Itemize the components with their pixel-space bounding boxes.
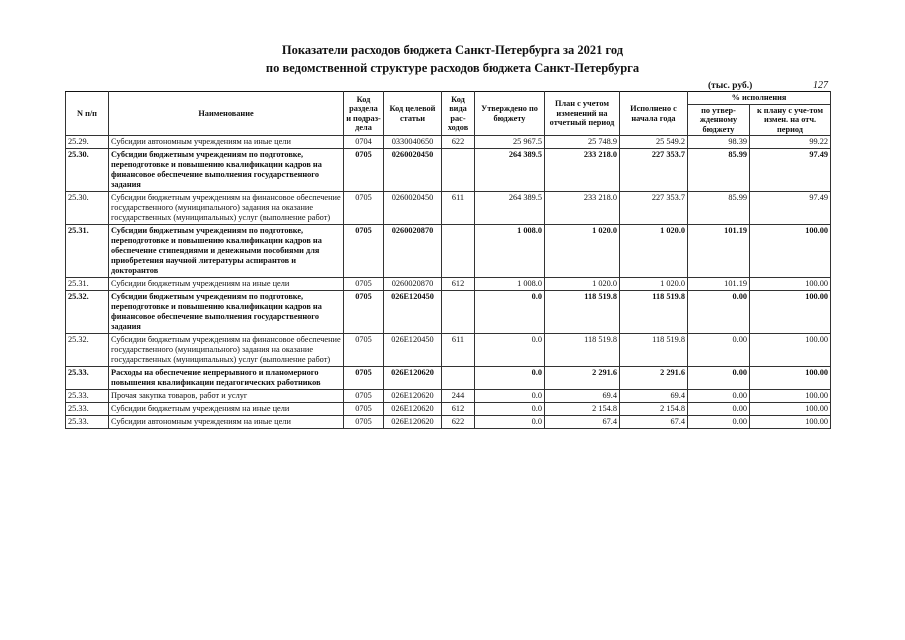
cell-statya: 0260020450 xyxy=(384,149,442,192)
cell-razdel: 0704 xyxy=(344,136,384,149)
cell-name: Субсидии бюджетным учреждениям по подготовке, переподготовке и повышению квалификации кадров на финансовое обеспечение выполнения государственного задания xyxy=(109,149,344,192)
cell-np: 25.31. xyxy=(66,278,109,291)
cell-isp: 1 020.0 xyxy=(620,278,688,291)
cell-pct-utv: 0.00 xyxy=(688,334,750,367)
cell-plan: 233 218.0 xyxy=(545,192,620,225)
cell-vid: 612 xyxy=(442,403,475,416)
cell-razdel: 0705 xyxy=(344,291,384,334)
cell-pct-plan: 100.00 xyxy=(750,291,831,334)
cell-plan: 1 020.0 xyxy=(545,225,620,278)
col-header-pct-utv: по утвер-жденному бюджету xyxy=(688,104,750,136)
cell-vid xyxy=(442,225,475,278)
cell-vid xyxy=(442,367,475,390)
cell-utv: 0.0 xyxy=(475,291,545,334)
col-header-np: N п/п xyxy=(66,92,109,136)
table-row xyxy=(66,390,831,403)
cell-utv: 1 008.0 xyxy=(475,278,545,291)
cell-np: 25.30. xyxy=(66,192,109,225)
cell-vid xyxy=(442,149,475,192)
cell-isp: 25 549.2 xyxy=(620,136,688,149)
cell-utv: 0.0 xyxy=(475,367,545,390)
cell-name: Субсидии бюджетным учреждениям на финансовое обеспечение государственного (муниципального) задания на оказание государственных (муниципальных) услуг (выполнение работ) xyxy=(109,192,344,225)
cell-plan: 25 748.9 xyxy=(545,136,620,149)
cell-statya: 026E120620 xyxy=(384,367,442,390)
cell-pct-utv: 0.00 xyxy=(688,291,750,334)
document-subtitle: по ведомственной структуре расходов бюджета Санкт-Петербурга xyxy=(265,61,640,75)
cell-razdel: 0705 xyxy=(344,192,384,225)
cell-isp: 118 519.8 xyxy=(620,334,688,367)
table-row xyxy=(66,334,831,367)
table-row xyxy=(66,136,831,149)
cell-plan: 118 519.8 xyxy=(545,291,620,334)
cell-statya: 026E120450 xyxy=(384,334,442,367)
cell-plan: 67.4 xyxy=(545,416,620,429)
table-row xyxy=(66,192,831,225)
cell-statya: 0260020450 xyxy=(384,192,442,225)
cell-isp: 67.4 xyxy=(620,416,688,429)
cell-pct-plan: 100.00 xyxy=(750,278,831,291)
cell-name: Субсидии бюджетным учреждениям на финансовое обеспечение государственного (муниципального) задания на оказание государственных (муниципальных) услуг (выполнение работ) xyxy=(109,334,344,367)
table-row xyxy=(66,403,831,416)
cell-statya: 0260020870 xyxy=(384,225,442,278)
cell-vid: 622 xyxy=(442,136,475,149)
cell-plan: 1 020.0 xyxy=(545,278,620,291)
table-row xyxy=(66,416,831,429)
cell-utv: 0.0 xyxy=(475,334,545,367)
cell-razdel: 0705 xyxy=(344,225,384,278)
cell-pct-plan: 100.00 xyxy=(750,334,831,367)
cell-isp: 227 353.7 xyxy=(620,149,688,192)
cell-pct-utv: 0.00 xyxy=(688,367,750,390)
cell-razdel: 0705 xyxy=(344,334,384,367)
cell-plan: 2 154.8 xyxy=(545,403,620,416)
col-header-plan: План с учетом изменений на отчетный период xyxy=(545,92,620,136)
cell-utv: 264 389.5 xyxy=(475,149,545,192)
cell-pct-plan: 100.00 xyxy=(750,390,831,403)
cell-razdel: 0705 xyxy=(344,403,384,416)
col-header-pct-plan: к плану с уче-том измен. на отч. период xyxy=(750,104,831,136)
cell-name: Расходы на обеспечение непрерывного и планомерного повышения квалификации педагогических работников xyxy=(109,367,344,390)
cell-np: 25.33. xyxy=(66,390,109,403)
col-header-name: Наименование xyxy=(109,92,344,136)
col-header-pct-group: % исполнения xyxy=(688,92,831,105)
cell-isp: 118 519.8 xyxy=(620,291,688,334)
cell-vid: 612 xyxy=(442,278,475,291)
cell-pct-utv: 98.39 xyxy=(688,136,750,149)
cell-vid: 244 xyxy=(442,390,475,403)
cell-vid xyxy=(442,291,475,334)
cell-np: 25.32. xyxy=(66,334,109,367)
cell-razdel: 0705 xyxy=(344,390,384,403)
cell-utv: 1 008.0 xyxy=(475,225,545,278)
cell-razdel: 0705 xyxy=(344,416,384,429)
cell-np: 25.33. xyxy=(66,416,109,429)
cell-name: Субсидии бюджетным учреждениям на иные цели xyxy=(109,278,344,291)
cell-statya: 0330040650 xyxy=(384,136,442,149)
cell-statya: 026E120450 xyxy=(384,291,442,334)
cell-utv: 264 389.5 xyxy=(475,192,545,225)
cell-np: 25.33. xyxy=(66,403,109,416)
cell-vid: 611 xyxy=(442,192,475,225)
cell-pct-plan: 100.00 xyxy=(750,416,831,429)
cell-np: 25.30. xyxy=(66,149,109,192)
cell-pct-utv: 101.19 xyxy=(688,225,750,278)
cell-pct-plan: 99.22 xyxy=(750,136,831,149)
table-row xyxy=(66,367,831,390)
cell-vid: 622 xyxy=(442,416,475,429)
cell-name: Субсидии автономным учреждениям на иные цели xyxy=(109,416,344,429)
cell-pct-utv: 0.00 xyxy=(688,403,750,416)
cell-isp: 2 291.6 xyxy=(620,367,688,390)
cell-isp: 227 353.7 xyxy=(620,192,688,225)
cell-name: Субсидии бюджетным учреждениям по подготовке, переподготовке и повышению квалификации кадров на финансовое обеспечение выполнения государственного задания xyxy=(109,291,344,334)
cell-pct-utv: 0.00 xyxy=(688,416,750,429)
table-row xyxy=(66,149,831,192)
cell-np: 25.32. xyxy=(66,291,109,334)
cell-razdel: 0705 xyxy=(344,367,384,390)
cell-plan: 69.4 xyxy=(545,390,620,403)
cell-pct-utv: 85.99 xyxy=(688,192,750,225)
table-row xyxy=(66,278,831,291)
col-header-utv: Утверждено по бюджету xyxy=(475,92,545,136)
table-row xyxy=(66,225,831,278)
document-title: Показатели расходов бюджета Санкт-Петербурга за 2021 год xyxy=(281,43,624,57)
cell-np: 25.29. xyxy=(66,136,109,149)
cell-razdel: 0705 xyxy=(344,278,384,291)
cell-pct-plan: 100.00 xyxy=(750,403,831,416)
cell-pct-plan: 97.49 xyxy=(750,149,831,192)
cell-plan: 2 291.6 xyxy=(545,367,620,390)
cell-statya: 026E120620 xyxy=(384,390,442,403)
col-header-statya: Код целевой статьи xyxy=(384,92,442,136)
cell-pct-utv: 0.00 xyxy=(688,390,750,403)
cell-utv: 0.0 xyxy=(475,403,545,416)
cell-name: Субсидии бюджетным учреждениям на иные цели xyxy=(109,403,344,416)
table-row xyxy=(66,291,831,334)
cell-isp: 2 154.8 xyxy=(620,403,688,416)
cell-isp: 69.4 xyxy=(620,390,688,403)
table-body xyxy=(66,136,831,429)
page-number: 127 xyxy=(813,80,828,91)
expenditure-table xyxy=(65,91,831,429)
cell-razdel: 0705 xyxy=(344,149,384,192)
cell-pct-plan: 100.00 xyxy=(750,225,831,278)
cell-pct-utv: 85.99 xyxy=(688,149,750,192)
col-header-razdel: Код раздела и подраз-дела xyxy=(344,92,384,136)
cell-np: 25.33. xyxy=(66,367,109,390)
cell-name: Субсидии бюджетным учреждениям по подготовке, переподготовке и повышению квалификации кадров на обеспечение стипендиями и денежными пособиями для приобретения научной литературы аспирантов и докторантов xyxy=(109,225,344,278)
cell-np: 25.31. xyxy=(66,225,109,278)
cell-name: Прочая закупка товаров, работ и услуг xyxy=(109,390,344,403)
cell-statya: 026E120620 xyxy=(384,416,442,429)
cell-pct-plan: 100.00 xyxy=(750,367,831,390)
cell-vid: 611 xyxy=(442,334,475,367)
cell-utv: 0.0 xyxy=(475,390,545,403)
col-header-isp: Исполнено с начала года xyxy=(620,92,688,136)
cell-name: Субсидии автономным учреждениям на иные цели xyxy=(109,136,344,149)
cell-plan: 118 519.8 xyxy=(545,334,620,367)
table-header xyxy=(66,92,831,136)
cell-pct-utv: 101.19 xyxy=(688,278,750,291)
cell-isp: 1 020.0 xyxy=(620,225,688,278)
units-label: (тыс. руб.) xyxy=(708,81,753,91)
cell-utv: 0.0 xyxy=(475,416,545,429)
cell-statya: 026E120620 xyxy=(384,403,442,416)
col-header-vid: Код вида рас-ходов xyxy=(442,92,475,136)
cell-statya: 0260020870 xyxy=(384,278,442,291)
cell-plan: 233 218.0 xyxy=(545,149,620,192)
cell-pct-plan: 97.49 xyxy=(750,192,831,225)
cell-utv: 25 967.5 xyxy=(475,136,545,149)
